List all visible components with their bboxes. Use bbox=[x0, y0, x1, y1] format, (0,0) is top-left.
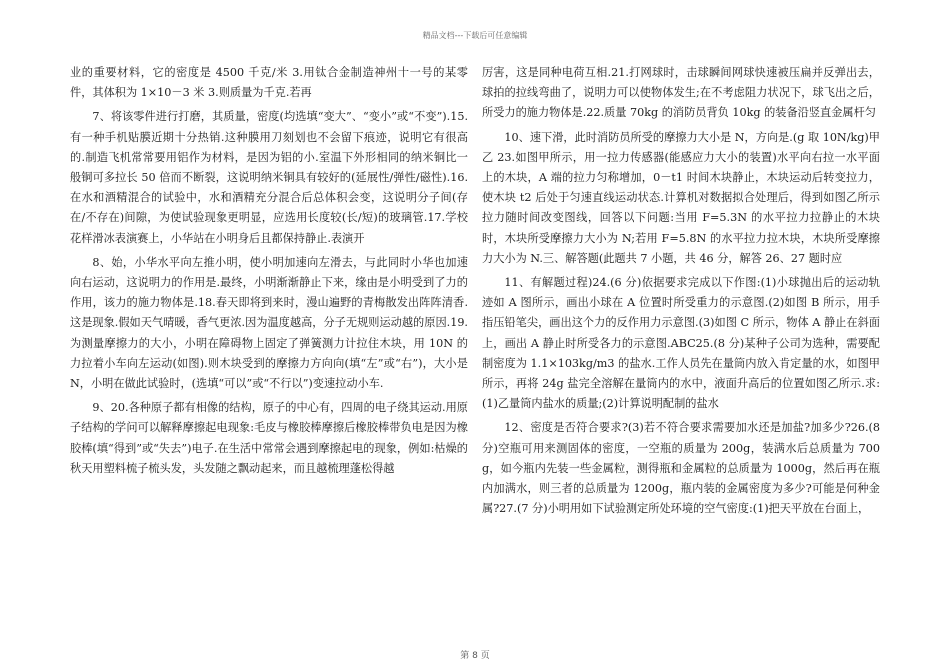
right-column bbox=[482, 63, 880, 523]
paragraph: 9、20.各种原子都有相像的结构，原子的中心有，四周的电子绕其运动.用原子结构的学问可以解释摩擦起电现象:毛皮与橡胶棒摩擦后橡胶棒带负电是因为橡胶棒(填“得到”或“失去”)电子.在生活中常常会遇到摩擦起电的现象，例如:枯燥的秋天用塑料梳子梳头发，头发随之飘动起来，而且越梳理蓬松得越 bbox=[70, 401, 468, 475]
left-column bbox=[70, 63, 468, 483]
paragraph: 厉害，这是同种电荷互相.21.打网球时，击球瞬间网球快速被压扁并反弹出去，球拍的拉线弯曲了，说明力可以使物体发生;在不考虑阻力状况下，球飞出之后，所受力的施力物体是.22.质量 70kg 的消防员背负 10kg 的装备沿竖直金属杆匀 bbox=[482, 66, 880, 120]
paragraph: 12、密度是否符合要求?(3)若不符合要求需要加水还是加盐?加多少?26.(8 分)空瓶可用来测固体的密度，一空瓶的质量为 200g，装满水后总质量为 700g，如今瓶内先装一些金属粒，测得瓶和金属粒的总质量为 1000g，然后再在瓶内加满水，则三者的总质量为 1200g，瓶内装的金属密度为多少?可能是何种金属?27.(7 分)小明用如下试验测定所处环境的空气密度:(1)把天平放在台面上， bbox=[482, 421, 880, 516]
paragraph: 业的重要材料，它的密度是 4500 千克/米 3.用钛合金制造神州十一号的某零件，其体积为 1×10－3 米 3.则质量为千克.若再 bbox=[70, 66, 468, 100]
page-header: 精品文档---下载后可任意编辑 bbox=[422, 31, 528, 40]
paragraph: 8、始，小华水平向左推小明，使小明加速向左滑去，与此同时小华也加速向右运动，这说明力的作用是.最终，小明渐渐静止下来，缘由是小明受到了力的作用，该力的施力物体是.18.春天即将到来时，漫山遍野的青梅散发出阵阵清香.这是现象.假如天气晴暖，香气更浓.因为温度越高，分子无规则运动越的原因.19.为测量摩擦力的大小，小明在障碍物上固定了弹簧测力计拉住木块，用 10N 的力拉着小车向左运动(如图).则木块受到的摩擦力方向向(填“左”或“右”)，大小是 N，小明在做此试验时，(选填“可以”或“不行以”)变速拉动小车. bbox=[70, 255, 468, 391]
page-number: 第 8 页 bbox=[460, 651, 490, 661]
paragraph: 11、有解题过程)24.(6 分)依据要求完成以下作图:(1)小球抛出后的运动轨迹如 A 图所示，画出小球在 A 位置时所受重力的示意图.(2)如图 B 所示，用手指压铅笔尖，画出这个力的反作用力示意图.(3)如图 C 所示，物体 A 静止在斜面上，画出 A 静止时所受各力的示意图.ABC25.(8 分)某种子公司为选种，需要配制密度为 1.1×103kg/m3 的盐水.工作人员先在量筒内放入肯定量的水，如图甲所示，再将 24g 盐完全溶解在量筒内的水中，液面升高后的位置如图乙所示.求:(1)乙量筒内盐水的质量;(2)计算说明配制的盐水 bbox=[482, 276, 880, 411]
paragraph: 7、将该零件进行打磨，其质量，密度(均选填“变大”、“变小”或“不变”).15.有一种手机贴膜近期十分热销.这种膜用刀刻划也不会留下痕迹，说明它有很高的.制造飞机常常要用铝作为材料，是因为铝的小.室温下外形相同的纳米铜比一般铜可多拉长 50 倍而不断裂，这说明纳米铜具有较好的(延展性/弹性/磁性).16.在水和酒精混合的试验中，水和酒精充分混合后总体积会变，这说明分子间(存在/不存在)间隙，为使试验现象更明显，应选用长度较(长/短)的玻璃管.17.学校花样滑冰表演赛上，小华站在小明身后且都保持静止.表演开 bbox=[70, 110, 468, 245]
paragraph: 10、速下滑，此时消防员所受的摩擦力大小是 N，方向是.(g 取 10N/kg)甲乙 23.如图甲所示，用一拉力传感器(能感应力大小的装置)水平向右拉一水平面上的木块，A 端的拉力匀称增加，0－t1 时间木块静止，木块运动后转变拉力，使木块 t2 后处于匀速直线运动状态.计算机对数据拟合处理后，得到如图乙所示拉力随时间改变图线，回答以下问题:当用 F=5.3N 的水平拉力拉静止的木块时，木块所受摩擦力大小为 N;若用 F=5.8N 的水平拉力拉木块，木块所受摩擦力大小为 N.三、解答题(此题共 7 小题，共 46 分，解答 26、27 题时应 bbox=[482, 130, 880, 265]
